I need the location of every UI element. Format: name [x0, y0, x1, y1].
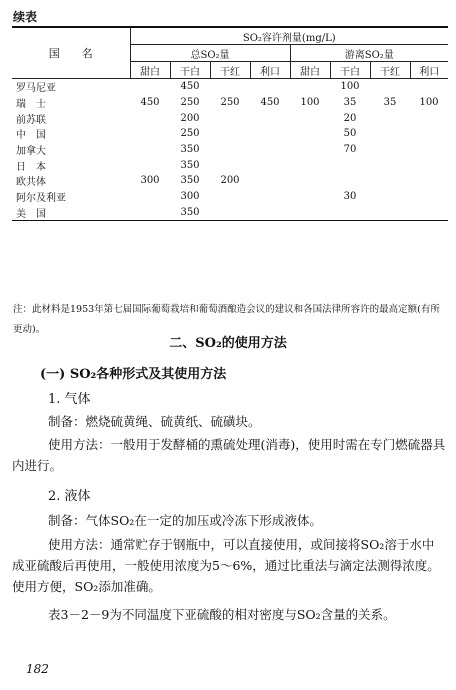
country-cell: 罗马尼亚 [16, 83, 56, 95]
value-cell [250, 142, 290, 158]
value-cell [250, 173, 290, 189]
value-cell: 100 [419, 97, 439, 109]
value-cell [290, 126, 330, 142]
value-cell [330, 205, 370, 221]
value-cell [290, 157, 330, 173]
value-cell [130, 110, 170, 126]
value-cell [130, 126, 170, 142]
country-cell: 美 国 [12, 205, 130, 221]
table-row [12, 205, 448, 221]
value-cell: 200 [180, 112, 200, 124]
subheader-cell: 干红 [370, 62, 410, 79]
value-cell: 20 [343, 112, 357, 124]
item2-title: 2. 液体 [48, 489, 91, 504]
country-column-header: 国 名 [12, 28, 130, 79]
so2-limits-table-container [12, 27, 448, 221]
page-number: 182 [26, 662, 49, 676]
item1-usage: 使用方法：一般用于发酵桶的熏硫处理(消毒)，使用时需在专门燃硫器具内进行。 [12, 437, 446, 473]
value-cell: 70 [343, 144, 357, 156]
value-cell [370, 157, 410, 173]
country-cell: 阿尔及利亚 [16, 193, 66, 205]
value-cell: 450 [140, 97, 160, 109]
value-cell [290, 205, 330, 221]
country-cell: 瑞 士 [16, 99, 46, 111]
so2-dose-header: SO₂容许剂量(mg/L) [130, 28, 448, 45]
value-cell [370, 126, 410, 142]
country-cell: 中 国 [16, 130, 46, 142]
table-row [12, 110, 448, 126]
so2-limits-table [12, 27, 448, 221]
value-cell: 100 [300, 97, 320, 109]
table-row [12, 142, 448, 158]
value-cell [370, 79, 410, 95]
value-cell: 50 [343, 128, 357, 140]
table-row [12, 126, 448, 142]
table-row [12, 95, 448, 111]
value-cell [210, 142, 250, 158]
country-cell: 欧共体 [16, 177, 46, 189]
value-cell: 250 [180, 97, 200, 109]
value-cell: 250 [220, 97, 240, 109]
subheader-cell: 干白 [330, 62, 370, 79]
value-cell [410, 157, 448, 173]
value-cell [370, 205, 410, 221]
value-cell: 100 [340, 81, 360, 93]
item1-preparation: 制备：燃烧硫黄绳、硫黄纸、硫磺块。 [48, 414, 261, 429]
value-cell [290, 142, 330, 158]
subheader-cell: 甜白 [130, 62, 170, 79]
value-cell [290, 189, 330, 205]
value-cell [410, 173, 448, 189]
table-row [12, 157, 448, 173]
value-cell: 35 [343, 97, 357, 109]
value-cell [290, 110, 330, 126]
value-cell [370, 173, 410, 189]
value-cell: 450 [180, 81, 200, 93]
value-cell [330, 173, 370, 189]
subheader-cell: 甜白 [290, 62, 330, 79]
table-row [12, 173, 448, 189]
table-row [12, 189, 448, 205]
value-cell: 350 [180, 175, 200, 187]
value-cell [410, 110, 448, 126]
item2-usage: 使用方法：通常贮存于钢瓶中，可以直接使用，或间接将SO₂溶于水中成亚硫酸后再使用，一般使用浓度为5～6%，通过比重法与滴定法测得浓度。使用方便，SO₂添加准确。 [12, 537, 440, 594]
value-cell: 250 [180, 128, 200, 140]
section-title: 二、SO₂的使用方法 [169, 336, 287, 351]
subheader-cell: 利口 [410, 62, 448, 79]
value-cell [250, 126, 290, 142]
value-cell [130, 157, 170, 173]
value-cell [410, 142, 448, 158]
value-cell: 300 [140, 175, 160, 187]
value-cell [210, 205, 250, 221]
continued-label: 续表 [13, 10, 38, 24]
value-cell [330, 157, 370, 173]
value-cell: 350 [170, 205, 210, 221]
value-cell: 300 [180, 191, 200, 203]
value-cell [250, 110, 290, 126]
value-cell [130, 79, 170, 95]
subheader-cell: 利口 [250, 62, 290, 79]
value-cell: 350 [180, 159, 200, 171]
value-cell: 30 [343, 191, 357, 203]
value-cell [290, 173, 330, 189]
value-cell [370, 110, 410, 126]
value-cell [210, 189, 250, 205]
table-footnote: 注：此材料是1953年第七届国际葡萄栽培和葡萄酒酿造会议的建议和各国法律所容许的最高定额(有所更动)。 [13, 304, 440, 335]
value-cell [290, 79, 330, 95]
value-cell [250, 79, 290, 95]
value-cell [250, 189, 290, 205]
subsection-title: (一) SO₂各种形式及其使用方法 [40, 367, 227, 382]
total-so2-header: 总SO₂量 [130, 45, 290, 62]
subheader-cell: 干白 [170, 62, 210, 79]
value-cell [370, 142, 410, 158]
value-cell [210, 157, 250, 173]
country-cell: 日 本 [16, 161, 46, 173]
value-cell [210, 79, 250, 95]
value-cell: 450 [260, 97, 280, 109]
free-so2-header: 游离SO₂量 [290, 45, 448, 62]
country-cell: 加拿大 [16, 146, 46, 158]
value-cell [210, 110, 250, 126]
value-cell: 350 [180, 144, 200, 156]
value-cell [410, 205, 448, 221]
subheader-cell: 干红 [210, 62, 250, 79]
value-cell [410, 189, 448, 205]
value-cell [410, 126, 448, 142]
value-cell [210, 126, 250, 142]
value-cell [370, 189, 410, 205]
table-row [12, 79, 448, 95]
value-cell [130, 205, 170, 221]
value-cell: 35 [383, 97, 397, 109]
value-cell [250, 157, 290, 173]
value-cell [250, 205, 290, 221]
item2-preparation: 制备：气体SO₂在一定的加压或冷冻下形成液体。 [48, 513, 322, 528]
value-cell [410, 79, 448, 95]
item1-title: 1. 气体 [48, 392, 91, 407]
table-reference: 表3－2－9为不同温度下亚硫酸的相对密度与SO₂含量的关系。 [48, 607, 396, 622]
value-cell [130, 142, 170, 158]
country-cell: 前苏联 [16, 114, 46, 126]
value-cell [130, 189, 170, 205]
value-cell: 200 [220, 175, 240, 187]
